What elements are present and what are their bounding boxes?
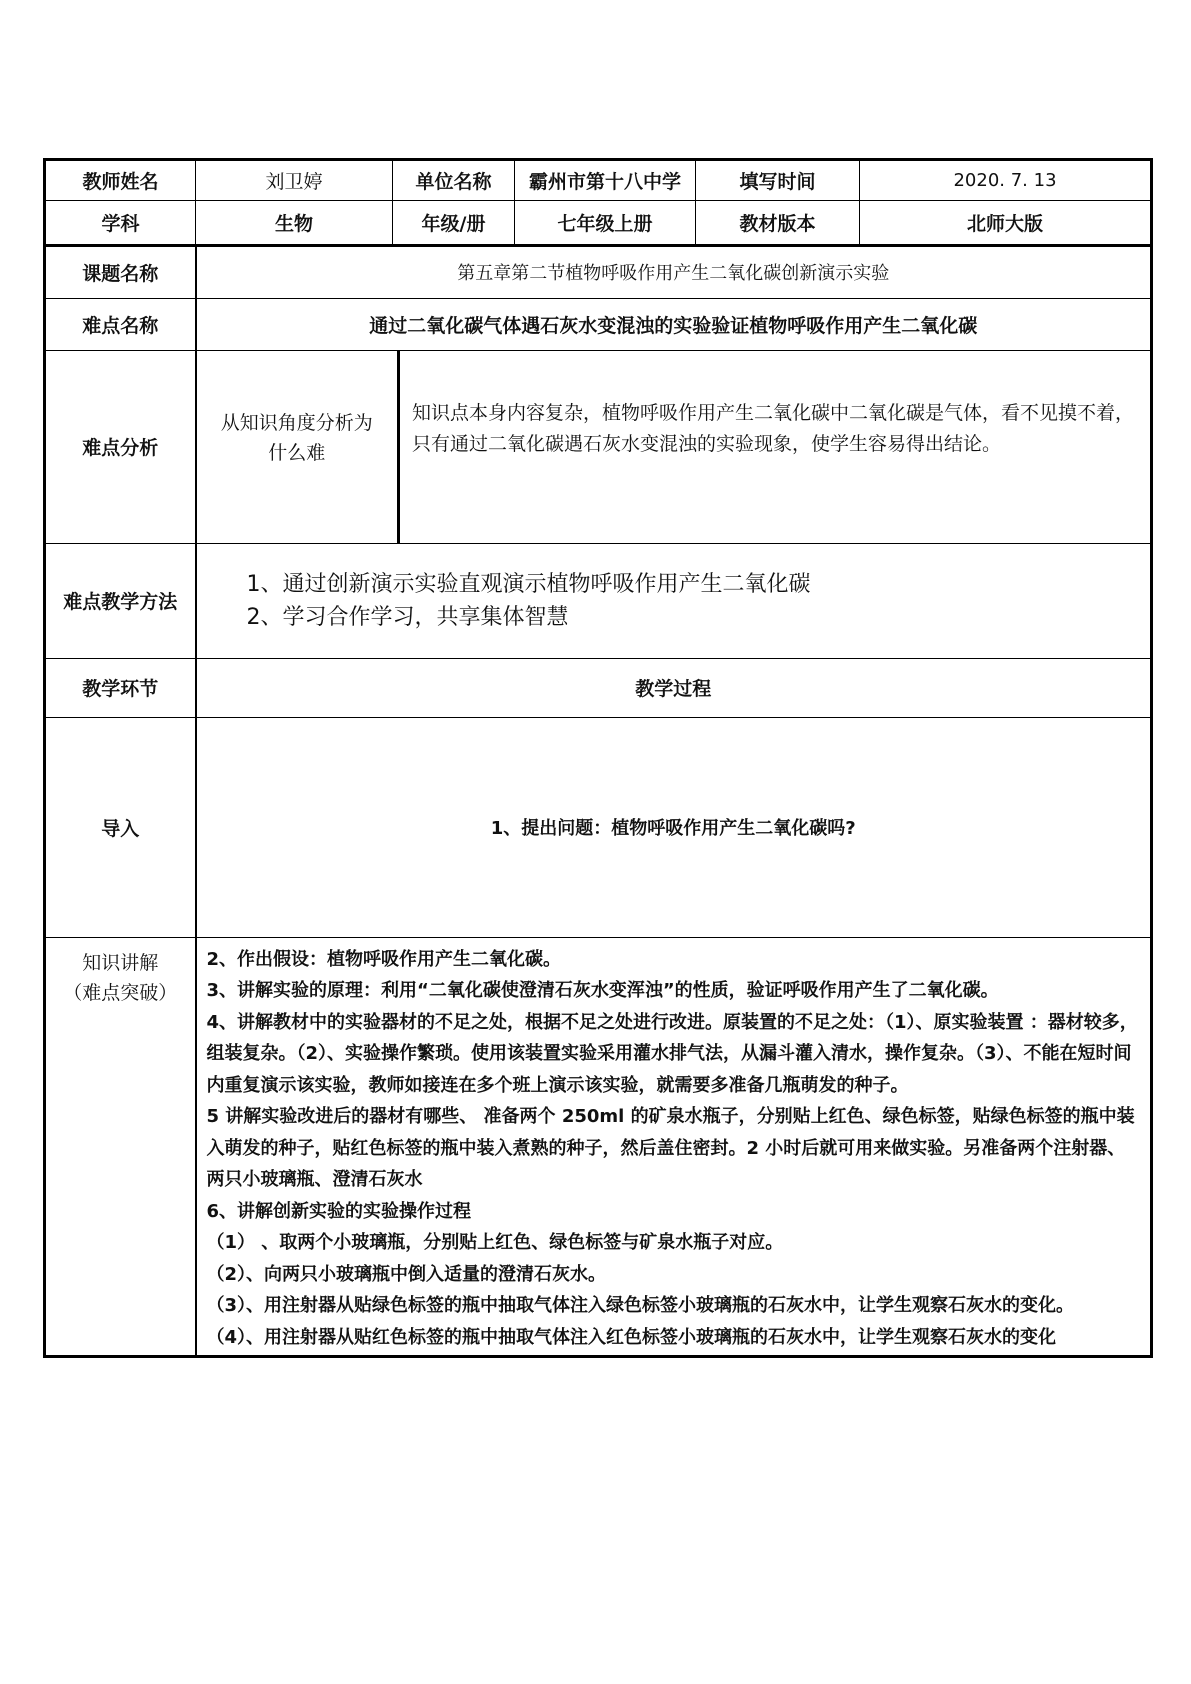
fill-date-value: 2020. 7. 13 (860, 161, 1151, 201)
analysis-angle-line2: 什么难 (268, 441, 326, 464)
edition-label: 教材版本 (696, 201, 860, 245)
analysis-angle (196, 350, 399, 543)
method-label: 难点教学方法 (46, 543, 196, 658)
knowledge-content (196, 937, 1151, 1356)
analysis-label: 难点分析 (46, 350, 196, 543)
knowledge-label-line2: （难点突破） (63, 981, 178, 1004)
knowledge-paragraph-6: 6、讲解创新实验的实验操作过程 (206, 1200, 472, 1222)
topic-label: 课题名称 (46, 246, 196, 298)
fill-date-label: 填写时间 (696, 161, 860, 201)
knowledge-step-1: （1） 、取两个小玻璃瓶，分别贴上红色、绿色标签与矿泉水瓶子对应。 (206, 1232, 784, 1253)
unit-name-label: 单位名称 (393, 161, 515, 201)
difficulty-label: 难点名称 (46, 298, 196, 350)
knowledge-label (46, 937, 196, 1356)
knowledge-step-2: （2）、向两只小玻璃瓶中倒入适量的澄清石灰水。 (206, 1263, 607, 1285)
knowledge-paragraph-5: 5 讲解实验改进后的器材有哪些、 准备两个 250ml 的矿泉水瓶子，分别贴上红色、绿色标签，贴绿色标签的瓶中装入萌发的种子，贴红色标签的瓶中装入煮熟的种子，然后盖住密封。2 小时后就可用来做实验。另准备两个注射器、两只小玻璃瓶、澄清石灰水 (206, 1106, 1135, 1190)
teacher-name-value: 刘卫婷 (196, 161, 393, 201)
grade-label: 年级/册 (393, 201, 515, 245)
process-header: 教学过程 (196, 658, 1151, 717)
intro-text: 1、提出问题：植物呼吸作用产生二氧化碳吗? (196, 717, 1151, 937)
knowledge-paragraph-2: 2、作出假设：植物呼吸作用产生二氧化碳。 (206, 948, 562, 970)
teacher-name-label: 教师姓名 (46, 161, 196, 201)
knowledge-paragraph-4: 4、讲解教材中的实验器材的不足之处，根据不足之处进行改进。原装置的不足之处：（1）、原实验装置 ：器材较多，组装复杂。（2）、实验操作繁琐。使用该装置实验采用灌水排气法，从漏斗灌入清水，操作复杂。（3）、不能在短时间内重复演示该实验，教师如接连在多个班上演示该实验，就需要多准备几瓶萌发的种子。 (206, 1011, 1138, 1096)
analysis-angle-line1: 从知识角度分析为 (220, 411, 373, 434)
stage-header: 教学环节 (46, 658, 196, 717)
subject-label: 学科 (46, 201, 196, 245)
topic-value: 第五章第二节植物呼吸作用产生二氧化碳创新演示实验 (196, 246, 1151, 298)
method-item-1: 1、通过创新演示实验直观演示植物呼吸作用产生二氧化碳 (246, 571, 811, 597)
knowledge-label-line1: 知识讲解 (82, 951, 159, 974)
lesson-plan-table (43, 158, 1153, 1358)
subject-value: 生物 (196, 201, 393, 245)
unit-name-value: 霸州市第十八中学 (515, 161, 696, 201)
method-list (196, 543, 1151, 658)
analysis-text: 知识点本身内容复杂，植物呼吸作用产生二氧化碳中二氧化碳是气体，看不见摸不着，只有通过二氧化碳遇石灰水变混浊的实验现象，使学生容易得出结论。 (399, 350, 1151, 543)
method-item-2: 2、学习合作学习，共享集体智慧 (246, 604, 569, 630)
intro-label: 导入 (46, 717, 196, 937)
grade-value: 七年级上册 (515, 201, 696, 245)
knowledge-step-4: （4）、用注射器从贴红色标签的瓶中抽取气体注入红色标签小玻璃瓶的石灰水中，让学生观察石灰水的变化 (206, 1326, 1057, 1348)
difficulty-value: 通过二氧化碳气体遇石灰水变混浊的实验验证植物呼吸作用产生二氧化碳 (196, 298, 1151, 350)
knowledge-paragraph-3: 3、讲解实验的原理：利用“二氧化碳使澄清石灰水变浑浊”的性质，验证呼吸作用产生了二氧化碳。 (206, 980, 999, 1001)
header-table (45, 160, 1151, 245)
edition-value: 北师大版 (860, 201, 1151, 245)
knowledge-step-3: （3）、用注射器从贴绿色标签的瓶中抽取气体注入绿色标签小玻璃瓶的石灰水中，让学生观察石灰水的变化。 (206, 1295, 1075, 1316)
body-table (45, 245, 1151, 1356)
